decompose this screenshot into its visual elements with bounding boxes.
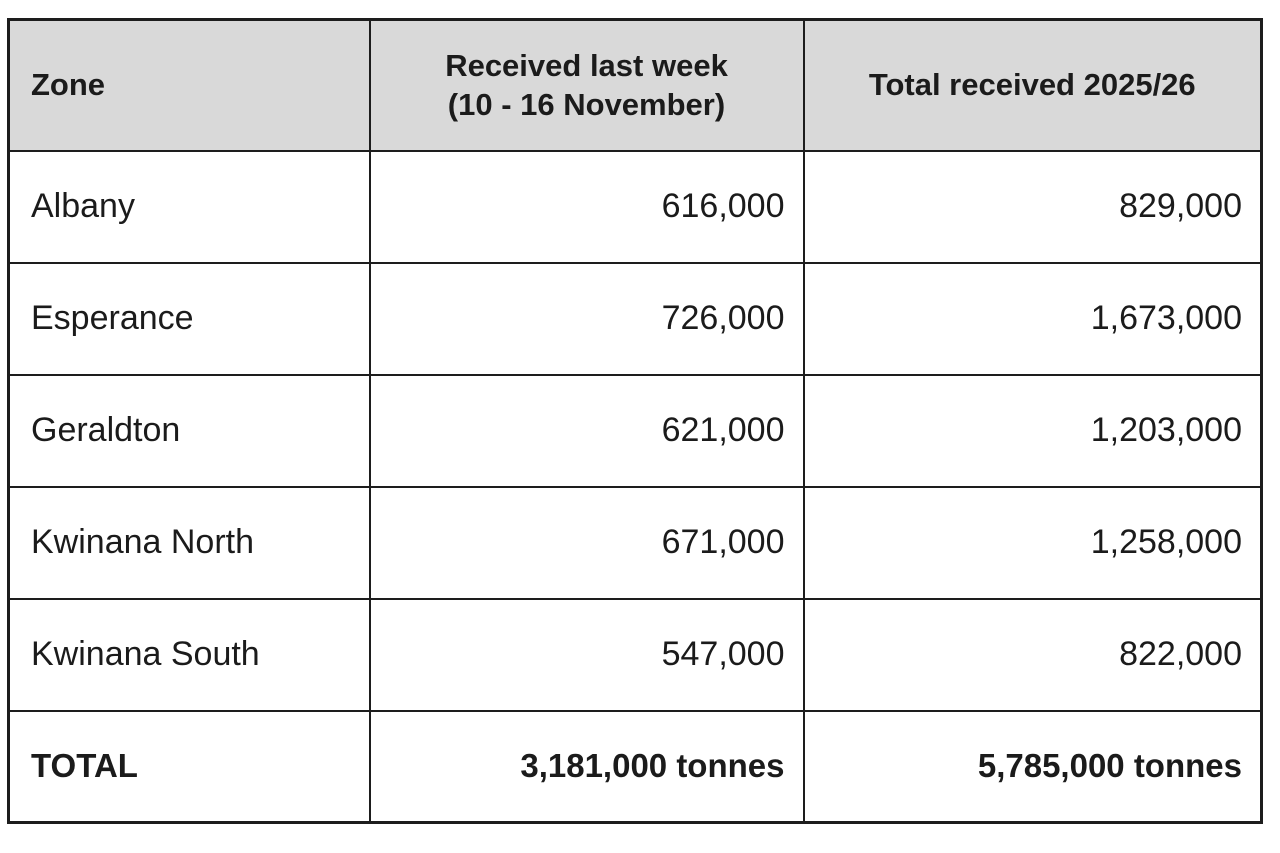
zone-name-cell: Albany xyxy=(9,151,370,263)
total-received-cell: 829,000 xyxy=(804,151,1262,263)
received-last-week-cell: 671,000 xyxy=(370,487,804,599)
header-cell-total-received: Total received 2025/26 xyxy=(804,20,1262,151)
table-row-kwinana-south xyxy=(9,599,1262,711)
total-label-cell: TOTAL xyxy=(9,711,370,823)
table-row-esperance xyxy=(9,263,1262,375)
zone-name-cell: Kwinana South xyxy=(9,599,370,711)
table-row-kwinana-north xyxy=(9,487,1262,599)
received-last-week-cell: 621,000 xyxy=(370,375,804,487)
table-header-row xyxy=(9,20,1262,151)
received-last-week-cell: 726,000 xyxy=(370,263,804,375)
zone-name-cell: Kwinana North xyxy=(9,487,370,599)
header-received-last-week-line1: Received last week xyxy=(445,47,728,83)
header-received-last-week-line2: (10 - 16 November) xyxy=(447,87,726,123)
zone-name-cell: Esperance xyxy=(9,263,370,375)
total-received-cell: 1,203,000 xyxy=(804,375,1262,487)
grain-receivals-table-container xyxy=(7,18,1263,824)
total-received-cell: 1,673,000 xyxy=(804,263,1262,375)
received-last-week-cell: 616,000 xyxy=(370,151,804,263)
total-total-received-cell: 5,785,000 tonnes xyxy=(804,711,1262,823)
received-last-week-cell: 547,000 xyxy=(370,599,804,711)
table-row-geraldton xyxy=(9,375,1262,487)
table-row-total xyxy=(9,711,1262,823)
total-received-last-week-cell: 3,181,000 tonnes xyxy=(370,711,804,823)
table-row-albany xyxy=(9,151,1262,263)
total-received-cell: 822,000 xyxy=(804,599,1262,711)
grain-receivals-table xyxy=(7,18,1263,824)
header-cell-zone: Zone xyxy=(9,20,370,151)
total-received-cell: 1,258,000 xyxy=(804,487,1262,599)
header-cell-received-last-week xyxy=(370,20,804,151)
zone-name-cell: Geraldton xyxy=(9,375,370,487)
